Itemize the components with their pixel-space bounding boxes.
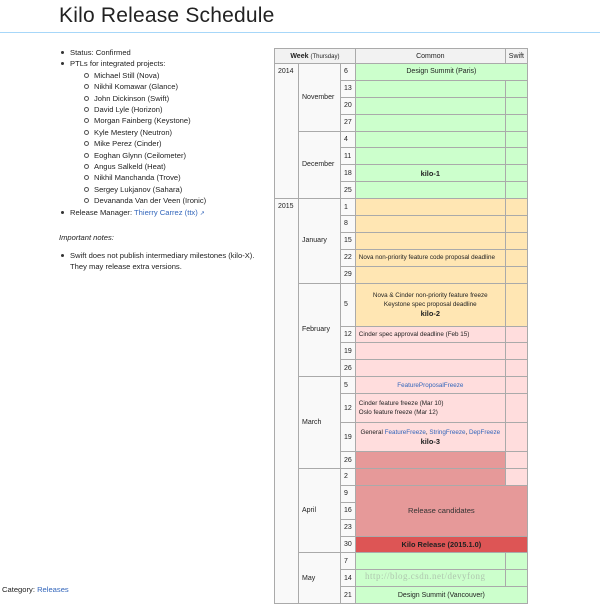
table-row <box>275 377 528 394</box>
swift-cell <box>505 80 527 97</box>
day-cell: 12 <box>341 326 356 343</box>
common-cell <box>355 216 505 233</box>
category-label: Category: <box>2 585 35 594</box>
swift-cell <box>505 97 527 114</box>
general-freezes: General FeatureFreeze, StringFreeze, DepFreeze <box>360 429 501 437</box>
common-header: Common <box>355 49 505 64</box>
common-cell <box>355 199 505 216</box>
swift-cell <box>505 452 527 469</box>
nova-proposal-deadline: Nova non-priority feature code proposal deadline <box>355 249 505 266</box>
common-cell <box>355 360 505 377</box>
swift-cell <box>505 199 527 216</box>
feature-proposal-freeze <box>355 377 505 394</box>
year-cell: 2014 <box>275 64 299 199</box>
swift-cell <box>505 360 527 377</box>
page-title: Kilo Release Schedule <box>59 4 275 27</box>
table-row <box>275 469 528 486</box>
day-cell: 22 <box>341 249 356 266</box>
day-cell: 13 <box>341 80 356 97</box>
common-cell <box>355 570 505 587</box>
release-manager-label: Release Manager: <box>70 207 133 217</box>
table-header-row <box>275 49 528 64</box>
month-cell: March <box>299 377 341 469</box>
swift-cell <box>505 114 527 131</box>
milestone-kilo-1: kilo-1 <box>355 165 505 182</box>
ptl-item: Nikhil Manchanda (Trove) <box>83 172 269 183</box>
ptl-item: David Lyle (Horizon) <box>83 104 269 115</box>
swift-cell <box>505 131 527 148</box>
day-cell: 21 <box>341 587 356 604</box>
release-candidates: Release candidates <box>355 485 527 536</box>
swift-cell <box>505 216 527 233</box>
day-cell: 19 <box>341 343 356 360</box>
swift-cell <box>505 165 527 182</box>
swift-cell <box>505 326 527 343</box>
day-cell: 20 <box>341 97 356 114</box>
week-header: Week (Thursday) <box>275 49 356 64</box>
day-cell: 19 <box>341 423 356 452</box>
milestone-kilo-3: kilo-3 <box>420 437 440 447</box>
swift-cell <box>505 423 527 452</box>
ptl-item: John Dickinson (Swift) <box>83 93 269 104</box>
feb5-milestones <box>355 283 505 326</box>
common-cell <box>355 452 505 469</box>
day-cell: 15 <box>341 232 356 249</box>
cinder-feature-freeze: Cinder feature freeze (Mar 10) <box>358 400 444 408</box>
common-cell <box>355 232 505 249</box>
day-cell: 9 <box>341 485 356 502</box>
nova-cinder-feature-freeze: Nova & Cinder non-priority feature freeze <box>372 292 488 300</box>
ptl-item: Morgan Fainberg (Keystone) <box>83 115 269 126</box>
day-cell: 12 <box>341 394 356 423</box>
keystone-spec-deadline: Keystone spec proposal deadline <box>383 301 477 309</box>
common-cell <box>355 148 505 165</box>
month-cell: May <box>299 553 341 604</box>
ptls-heading: PTLs for integrated projects: <box>70 59 166 69</box>
swift-cell <box>505 148 527 165</box>
note-line-2: They may release extra versions. <box>70 261 182 271</box>
month-cell: April <box>299 469 341 553</box>
common-cell <box>355 553 505 570</box>
ptl-item: Michael Still (Nova) <box>83 70 269 81</box>
day-cell: 27 <box>341 114 356 131</box>
milestone-kilo-2: kilo-2 <box>420 309 440 319</box>
notes-list <box>59 250 269 273</box>
common-cell <box>355 266 505 283</box>
ptl-item: Nikhil Komawar (Glance) <box>83 81 269 92</box>
info-column <box>59 47 269 272</box>
oslo-feature-freeze: Oslo feature freeze (Mar 12) <box>358 409 438 417</box>
day-cell: 18 <box>341 165 356 182</box>
common-cell <box>355 131 505 148</box>
common-cell <box>355 80 505 97</box>
day-cell: 2 <box>341 469 356 486</box>
ptl-item: Devananda Van der Veen (Ironic) <box>83 195 269 206</box>
month-cell: November <box>299 64 341 132</box>
kilo-release: Kilo Release (2015.1.0) <box>355 536 527 553</box>
title-divider <box>0 32 600 33</box>
watermark: http://blog.csdn.net/devyfong <box>365 571 486 581</box>
day-cell: 16 <box>341 502 356 519</box>
common-cell <box>355 469 505 486</box>
note-item <box>59 250 269 273</box>
cinder-spec-deadline: Cinder spec approval deadline (Feb 15) <box>355 326 505 343</box>
release-manager-item <box>59 207 269 220</box>
swift-cell <box>505 553 527 570</box>
category-bar <box>2 585 69 594</box>
day-cell: 4 <box>341 131 356 148</box>
day-cell: 25 <box>341 182 356 199</box>
mar12-freezes <box>355 394 505 423</box>
table-row <box>275 64 528 81</box>
ptl-item: Eoghan Glynn (Ceilometer) <box>83 150 269 161</box>
month-cell: December <box>299 131 341 199</box>
common-cell <box>355 182 505 199</box>
ptl-item: Mike Perez (Cinder) <box>83 138 269 149</box>
release-manager-link[interactable]: Thierry Carrez (ttx) <box>134 207 198 217</box>
category-link-releases[interactable]: Releases <box>37 585 69 594</box>
ptls-item <box>59 58 269 206</box>
swift-cell <box>505 394 527 423</box>
ptl-item: Angus Salkeld (Heat) <box>83 161 269 172</box>
day-cell: 6 <box>341 64 356 81</box>
common-cell <box>355 97 505 114</box>
table-row <box>275 283 528 326</box>
day-cell: 7 <box>341 553 356 570</box>
day-cell: 29 <box>341 266 356 283</box>
day-cell: 11 <box>341 148 356 165</box>
swift-cell <box>505 249 527 266</box>
day-cell: 14 <box>341 570 356 587</box>
swift-cell <box>505 343 527 360</box>
table-row <box>275 553 528 570</box>
info-list <box>59 47 269 220</box>
month-cell: January <box>299 199 341 283</box>
ptl-list <box>70 70 269 207</box>
day-cell: 1 <box>341 199 356 216</box>
feature-proposal-freeze-link[interactable]: FeatureProposalFreeze <box>397 381 464 389</box>
string-freeze-link[interactable]: StringFreeze <box>429 429 466 437</box>
common-cell <box>355 114 505 131</box>
dep-freeze-link[interactable]: DepFreeze <box>468 429 501 437</box>
mar19-freezes <box>355 423 505 452</box>
table-row <box>275 199 528 216</box>
swift-cell <box>505 377 527 394</box>
swift-cell <box>505 266 527 283</box>
day-cell: 26 <box>341 452 356 469</box>
feature-freeze-link[interactable]: FeatureFreeze <box>384 429 426 437</box>
note-line-1: Swift does not publish intermediary milestones (kilo-X). <box>70 250 255 260</box>
status-item: Status: Confirmed <box>59 47 269 58</box>
common-cell <box>355 343 505 360</box>
month-cell: February <box>299 283 341 377</box>
ptl-item: Sergey Lukjanov (Sahara) <box>83 184 269 195</box>
swift-cell <box>505 232 527 249</box>
year-cell: 2015 <box>275 199 299 604</box>
external-link-icon: ↗ <box>199 210 205 217</box>
day-cell: 8 <box>341 216 356 233</box>
design-summit-paris: Design Summit (Paris) <box>355 64 527 81</box>
ptl-item: Kyle Mestery (Neutron) <box>83 127 269 138</box>
day-cell: 30 <box>341 536 356 553</box>
table-row <box>275 131 528 148</box>
design-summit-vancouver: Design Summit (Vancouver) <box>355 587 527 604</box>
day-cell: 23 <box>341 519 356 536</box>
swift-cell <box>505 283 527 326</box>
day-cell: 26 <box>341 360 356 377</box>
swift-cell <box>505 182 527 199</box>
release-schedule-table <box>274 48 528 604</box>
swift-header: Swift <box>505 49 527 64</box>
day-cell: 5 <box>341 377 356 394</box>
day-cell: 5 <box>341 283 356 326</box>
swift-cell <box>505 469 527 486</box>
swift-cell <box>505 570 527 587</box>
important-notes-heading: Important notes: <box>59 233 114 243</box>
